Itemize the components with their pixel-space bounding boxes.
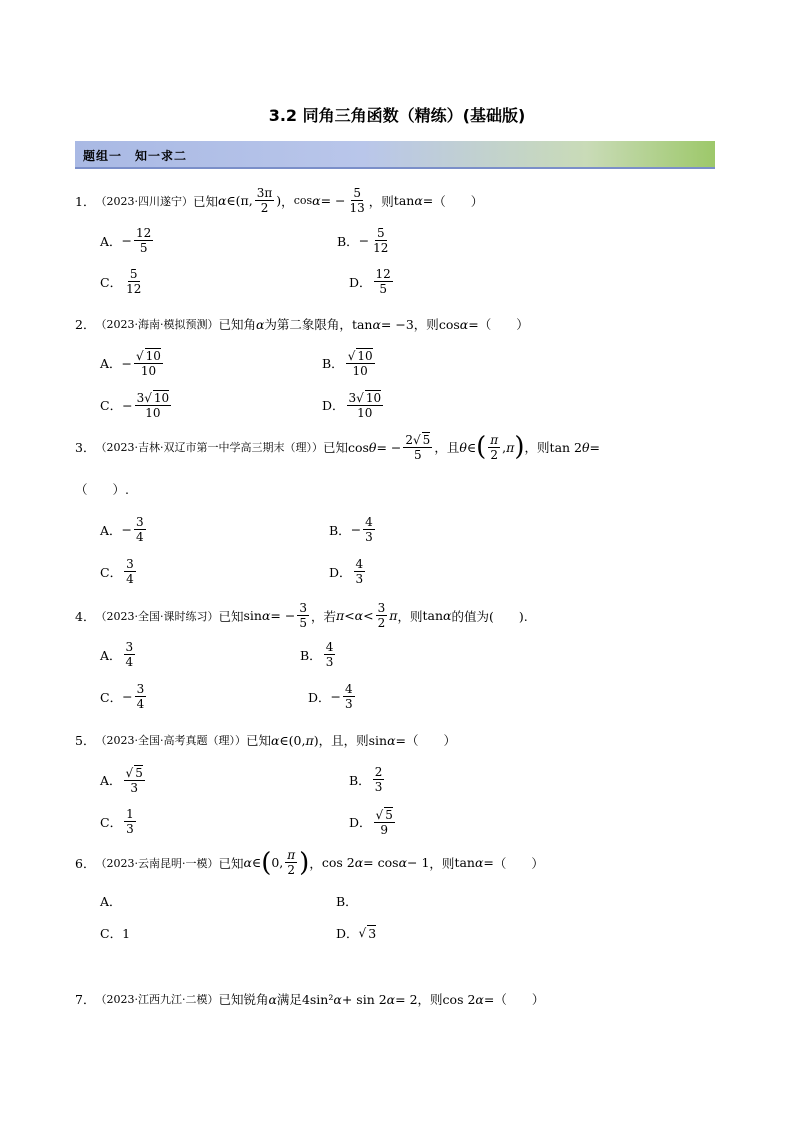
q4-option-a[interactable]: A． $\frac{3}{4}$: [100, 640, 134, 669]
q4-option-c[interactable]: C． − $\frac{3}{4}$: [100, 682, 145, 711]
question-4: 4． （2023·全国·课时练习） 已知 sin α = − $\frac{3}{5}$ ，若 π < α < $\frac{3}{2}$ π ，则 tan α 的值为( ).: [75, 601, 528, 630]
q6-option-c[interactable]: C． 1: [100, 925, 131, 941]
q1-option-d[interactable]: D． $\frac{12}{5}$: [349, 267, 391, 296]
q3-option-c[interactable]: C． $\frac{3}{4}$: [100, 557, 134, 586]
question-6: 6． （2023·云南昆明·一模） 已知 α ∈ ( 0, $\frac{\pi}{2}$ ) ， cos 2 α = cos α − 1 ，则 tan α = （ ）: [75, 847, 544, 878]
question-3: 3． （2023·吉林·双辽市第一中学高三期末（理）） 已知 cos θ = − $\frac{2√ 5}{5}$ ，且 θ ∈ ( $\frac{\pi}{2}$ , π ) ，则 tan 2 θ =: [75, 432, 601, 462]
section-header: [75, 141, 715, 169]
section-label: 题组一 知一求二: [83, 149, 188, 163]
q3-option-a[interactable]: A． − $\frac{3}{4}$: [100, 515, 144, 544]
q2-option-d[interactable]: D． $\frac{3√ 10}{10}$: [322, 391, 382, 420]
question-5: 5． （2023·全国·高考真题（理）） 已知 α ∈(0, π ) ，且，则 sin α = （ ）: [75, 732, 457, 748]
question-3-cont: （ ）.: [75, 482, 129, 497]
q4-option-b[interactable]: B． $\frac{4}{3}$: [300, 640, 334, 669]
question-7: 7． （2023·江西九江·二模） 已知锐角 α 满足 4sin² α + sin 2 α = 2 ，则 cos 2 α = （ ）: [75, 991, 545, 1007]
question-1: 1． （2023·四川遂宁） 已知 α ∈(π, $\frac{3\pi}{2}$ ) ， cos α = − $\frac{5}{13}$ ，则 tan α = （ ）: [75, 186, 484, 215]
q5-option-c[interactable]: C． $\frac{1}{3}$: [100, 807, 134, 836]
q2-option-b[interactable]: B． $\frac{√ 10}{10}$: [322, 349, 373, 378]
question-2: 2． （2023·海南·模拟预测） 已知角 α 为第二象限角， tan α = −3 ，则 cos α = （ ）: [75, 316, 529, 332]
q6-option-a[interactable]: A．: [100, 894, 122, 909]
q6-option-d[interactable]: D． √ 3: [336, 926, 377, 941]
q1-option-c[interactable]: C． $\frac{5}{12}$: [100, 267, 142, 296]
q5-option-d[interactable]: D． $\frac{√ 5}{9}$: [349, 808, 393, 837]
q4-option-d[interactable]: D． − $\frac{4}{3}$: [308, 682, 353, 711]
q2-option-c[interactable]: C． − $\frac{3√ 10}{10}$: [100, 391, 170, 420]
q5-option-b[interactable]: B． $\frac{2}{3}$: [349, 765, 383, 794]
q1-option-a[interactable]: A． − $\frac{12}{5}$: [100, 226, 152, 255]
q6-option-b[interactable]: B．: [336, 894, 358, 909]
page-title: 3.2 同角三角函数（精练）(基础版): [268, 106, 526, 125]
q1-option-b[interactable]: B． − $\frac{5}{12}$: [337, 226, 389, 255]
q5-option-a[interactable]: A． $\frac{√ 5}{3}$: [100, 766, 143, 795]
q2-option-a[interactable]: A． − $\frac{√ 10}{10}$: [100, 349, 161, 378]
q3-option-b[interactable]: B． − $\frac{4}{3}$: [329, 515, 373, 544]
q3-option-d[interactable]: D． $\frac{4}{3}$: [329, 557, 364, 586]
